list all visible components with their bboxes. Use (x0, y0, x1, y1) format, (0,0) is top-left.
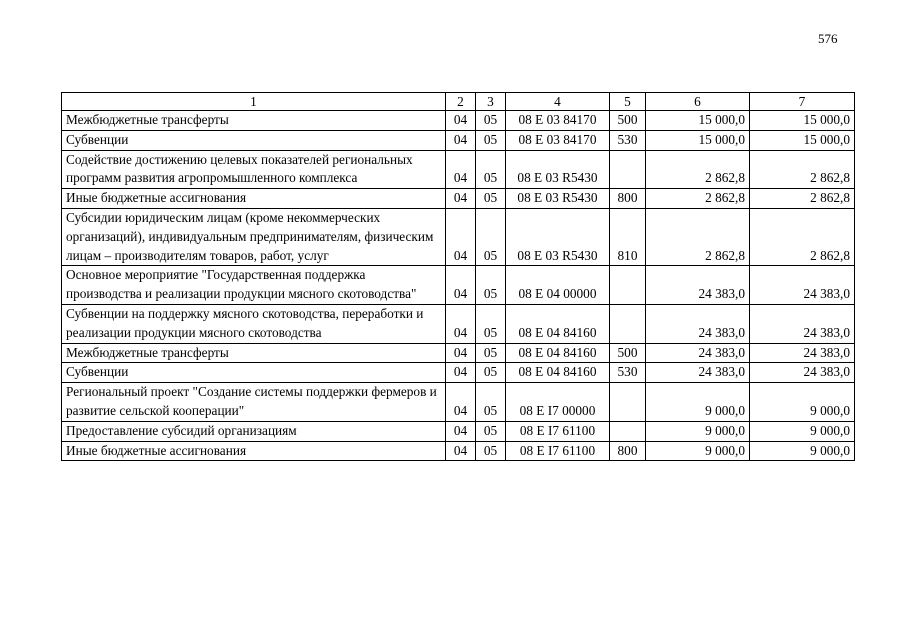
cell-amount-year-1: 9 000,0 (646, 441, 750, 461)
cell-expense-type-code: 800 (610, 441, 646, 461)
cell-target-article-code: 08 Е 03 84170 (506, 130, 610, 150)
cell-item-name: Субвенции (62, 363, 446, 383)
cell-section-code: 04 (446, 343, 476, 363)
cell-amount-year-2: 15 000,0 (750, 130, 855, 150)
cell-subsection-code: 05 (476, 266, 506, 305)
table-row (62, 189, 855, 209)
cell-section-code: 04 (446, 208, 476, 265)
table-row (62, 304, 855, 343)
header-col-5: 5 (610, 93, 646, 111)
cell-amount-year-1: 2 862,8 (646, 208, 750, 265)
cell-subsection-code: 05 (476, 421, 506, 441)
cell-amount-year-2: 24 383,0 (750, 363, 855, 383)
cell-expense-type-code (610, 304, 646, 343)
cell-item-name: Иные бюджетные ассигнования (62, 189, 446, 209)
cell-item-name: Субвенции на поддержку мясного скотоводства, переработки и реализации продукции мясного скотоводства (62, 304, 446, 343)
cell-subsection-code: 05 (476, 383, 506, 422)
budget-table (61, 92, 855, 461)
cell-amount-year-1: 15 000,0 (646, 111, 750, 131)
cell-expense-type-code: 810 (610, 208, 646, 265)
cell-target-article-code: 08 Е 04 84160 (506, 304, 610, 343)
header-col-2: 2 (446, 93, 476, 111)
cell-item-name: Межбюджетные трансферты (62, 343, 446, 363)
cell-subsection-code: 05 (476, 208, 506, 265)
header-col-6: 6 (646, 93, 750, 111)
cell-amount-year-1: 9 000,0 (646, 383, 750, 422)
cell-section-code: 04 (446, 266, 476, 305)
table-row (62, 130, 855, 150)
cell-expense-type-code (610, 150, 646, 189)
cell-section-code: 04 (446, 111, 476, 131)
table-row (62, 208, 855, 265)
cell-amount-year-2: 9 000,0 (750, 383, 855, 422)
page-number: 576 (818, 31, 838, 46)
cell-item-name: Иные бюджетные ассигнования (62, 441, 446, 461)
cell-target-article-code: 08 Е 04 00000 (506, 266, 610, 305)
header-col-3: 3 (476, 93, 506, 111)
cell-amount-year-2: 2 862,8 (750, 150, 855, 189)
cell-subsection-code: 05 (476, 304, 506, 343)
cell-amount-year-1: 2 862,8 (646, 189, 750, 209)
cell-section-code: 04 (446, 421, 476, 441)
cell-section-code: 04 (446, 363, 476, 383)
table-row (62, 383, 855, 422)
cell-item-name: Субвенции (62, 130, 446, 150)
cell-target-article-code: 08 Е 04 84160 (506, 343, 610, 363)
cell-item-name: Содействие достижению целевых показателей региональных программ развития агропромышленного комплекса (62, 150, 446, 189)
cell-expense-type-code (610, 421, 646, 441)
cell-target-article-code: 08 Е I7 61100 (506, 441, 610, 461)
cell-subsection-code: 05 (476, 111, 506, 131)
header-col-1: 1 (62, 93, 446, 111)
cell-section-code: 04 (446, 150, 476, 189)
cell-expense-type-code: 500 (610, 111, 646, 131)
cell-target-article-code: 08 Е 03 R5430 (506, 189, 610, 209)
table-row (62, 343, 855, 363)
cell-amount-year-2: 15 000,0 (750, 111, 855, 131)
cell-item-name: Основное мероприятие "Государственная поддержка производства и реализации продукции мясного скотоводства" (62, 266, 446, 305)
cell-subsection-code: 05 (476, 150, 506, 189)
cell-target-article-code: 08 Е 03 R5430 (506, 150, 610, 189)
cell-amount-year-1: 24 383,0 (646, 266, 750, 305)
cell-subsection-code: 05 (476, 343, 506, 363)
cell-section-code: 04 (446, 189, 476, 209)
cell-amount-year-2: 24 383,0 (750, 343, 855, 363)
table-row (62, 266, 855, 305)
cell-expense-type-code: 800 (610, 189, 646, 209)
cell-target-article-code: 08 Е 03 R5430 (506, 208, 610, 265)
table-row (62, 363, 855, 383)
cell-amount-year-2: 24 383,0 (750, 304, 855, 343)
cell-expense-type-code: 530 (610, 363, 646, 383)
cell-amount-year-2: 9 000,0 (750, 421, 855, 441)
table-row (62, 421, 855, 441)
cell-target-article-code: 08 Е I7 61100 (506, 421, 610, 441)
cell-section-code: 04 (446, 304, 476, 343)
cell-subsection-code: 05 (476, 130, 506, 150)
cell-section-code: 04 (446, 130, 476, 150)
cell-item-name: Субсидии юридическим лицам (кроме некоммерческих организаций), индивидуальным предпринимателям, физическим лицам – производителям товаров, работ, услуг (62, 208, 446, 265)
cell-amount-year-2: 9 000,0 (750, 441, 855, 461)
header-col-4: 4 (506, 93, 610, 111)
table-row (62, 111, 855, 131)
cell-section-code: 04 (446, 441, 476, 461)
cell-expense-type-code (610, 383, 646, 422)
cell-target-article-code: 08 Е 03 84170 (506, 111, 610, 131)
cell-item-name: Межбюджетные трансферты (62, 111, 446, 131)
cell-amount-year-2: 24 383,0 (750, 266, 855, 305)
table-body (62, 111, 855, 461)
cell-item-name: Региональный проект "Создание системы поддержки фермеров и развитие сельской кооперации" (62, 383, 446, 422)
cell-expense-type-code: 500 (610, 343, 646, 363)
table-header (62, 93, 855, 111)
cell-amount-year-1: 9 000,0 (646, 421, 750, 441)
cell-amount-year-1: 15 000,0 (646, 130, 750, 150)
cell-amount-year-1: 24 383,0 (646, 304, 750, 343)
cell-target-article-code: 08 Е 04 84160 (506, 363, 610, 383)
cell-item-name: Предоставление субсидий организациям (62, 421, 446, 441)
cell-amount-year-1: 24 383,0 (646, 363, 750, 383)
table-row (62, 441, 855, 461)
cell-amount-year-1: 2 862,8 (646, 150, 750, 189)
header-row (62, 93, 855, 111)
cell-amount-year-2: 2 862,8 (750, 189, 855, 209)
cell-target-article-code: 08 Е I7 00000 (506, 383, 610, 422)
cell-expense-type-code (610, 266, 646, 305)
cell-section-code: 04 (446, 383, 476, 422)
cell-subsection-code: 05 (476, 441, 506, 461)
header-col-7: 7 (750, 93, 855, 111)
table-row (62, 150, 855, 189)
cell-amount-year-1: 24 383,0 (646, 343, 750, 363)
cell-subsection-code: 05 (476, 363, 506, 383)
cell-subsection-code: 05 (476, 189, 506, 209)
cell-expense-type-code: 530 (610, 130, 646, 150)
cell-amount-year-2: 2 862,8 (750, 208, 855, 265)
